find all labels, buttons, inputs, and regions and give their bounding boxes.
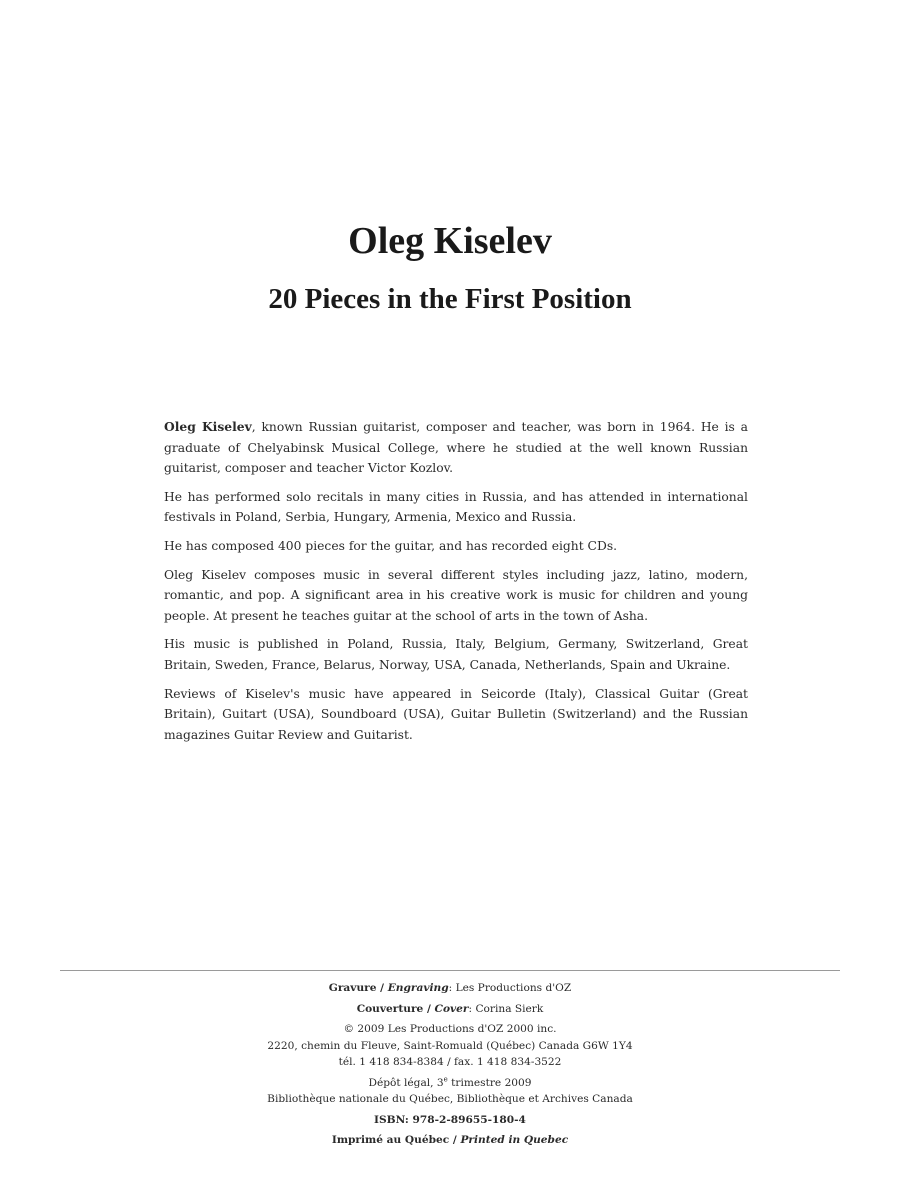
legal-deposit-suffix: trimestre 2009 <box>447 1076 532 1089</box>
engraving-label-fr: Gravure <box>328 982 377 994</box>
colophon <box>0 980 900 1149</box>
printed-line <box>0 1132 900 1149</box>
cover-credit <box>0 1001 900 1018</box>
engraving-value: : Les Productions d'OZ <box>448 982 572 994</box>
page-title: Oleg Kiselev <box>348 220 552 262</box>
bio-paragraph-3: He has composed 400 pieces for the guitar, and has recorded eight CDs. <box>164 538 618 553</box>
cover-label-fr: Couverture <box>356 1002 424 1015</box>
phone-line: tél. 1 418 834-8384 / fax. 1 418 834-3522 <box>338 1056 562 1068</box>
legal-deposit-sup: e <box>443 1074 448 1083</box>
cover-separator: / <box>423 1002 435 1015</box>
biography <box>164 417 748 753</box>
bio-paragraph-4: Oleg Kiselev composes music in several different styles including jazz, latino, modern, romantic, and pop. A significant area in his creative work is music for children and young people. At present he teaches guitar at the school of arts in the town of Asha. <box>164 567 748 623</box>
isbn-value: ISBN: 978-2-89655-180-4 <box>374 1113 526 1126</box>
engraving-credit <box>0 980 900 997</box>
legal-deposit-prefix: Dépôt légal, 3 <box>368 1076 444 1089</box>
libraries-line: Bibliothèque nationale du Québec, Bibliothèque et Archives Canada <box>267 1093 633 1105</box>
cover-label-en: Cover <box>434 1002 469 1015</box>
printed-label-en: Printed in Quebec <box>460 1134 569 1146</box>
bio-paragraph-2: He has performed solo recitals in many cities in Russia, and has attended in international festivals in Poland, Serbia, Hungary, Armenia, Mexico and Russia. <box>164 489 748 525</box>
address-line: 2220, chemin du Fleuve, Saint-Romuald (Québec) Canada G6W 1Y4 <box>267 1039 633 1052</box>
bio-paragraph-5: His music is published in Poland, Russia, Italy, Belgium, Germany, Switzerland, Great Britain, Sweden, France, Belarus, Norway, USA, Canada, Netherlands, Spain and Ukraine. <box>164 637 748 672</box>
engraving-separator: / <box>376 982 388 994</box>
divider-line <box>60 970 840 971</box>
engraving-label-en: Engraving <box>387 982 449 994</box>
composer-name: Oleg Kiselev <box>164 419 252 434</box>
cover-value: : Corina Sierk <box>468 1002 544 1015</box>
page-subtitle: 20 Pieces in the First Position <box>268 283 632 315</box>
printed-separator: / <box>449 1134 461 1146</box>
isbn-line <box>0 1112 900 1129</box>
legal-deposit-line <box>0 1075 900 1092</box>
copyright-line: © 2009 Les Productions d'OZ 2000 inc. <box>343 1023 557 1035</box>
bio-paragraph-1 <box>164 417 748 479</box>
printed-label-fr: Imprimé au Québec <box>331 1134 450 1146</box>
bio-paragraph-6: Reviews of Kiselev's music have appeared in Seicorde (Italy), Classical Guitar (Great Britain), Guitart (USA), Soundboard (USA), Guitar Bulletin (Switzerland) and the Russian magazines Guitar Review and Guitarist. <box>164 686 748 742</box>
bio-paragraph-1-text: , known Russian guitarist, composer and teacher, was born in 1964. He is a graduate of Chelyabinsk Musical College, where he studied at the well known Russian guitarist, composer and teacher Victor Kozlov. <box>164 420 748 476</box>
